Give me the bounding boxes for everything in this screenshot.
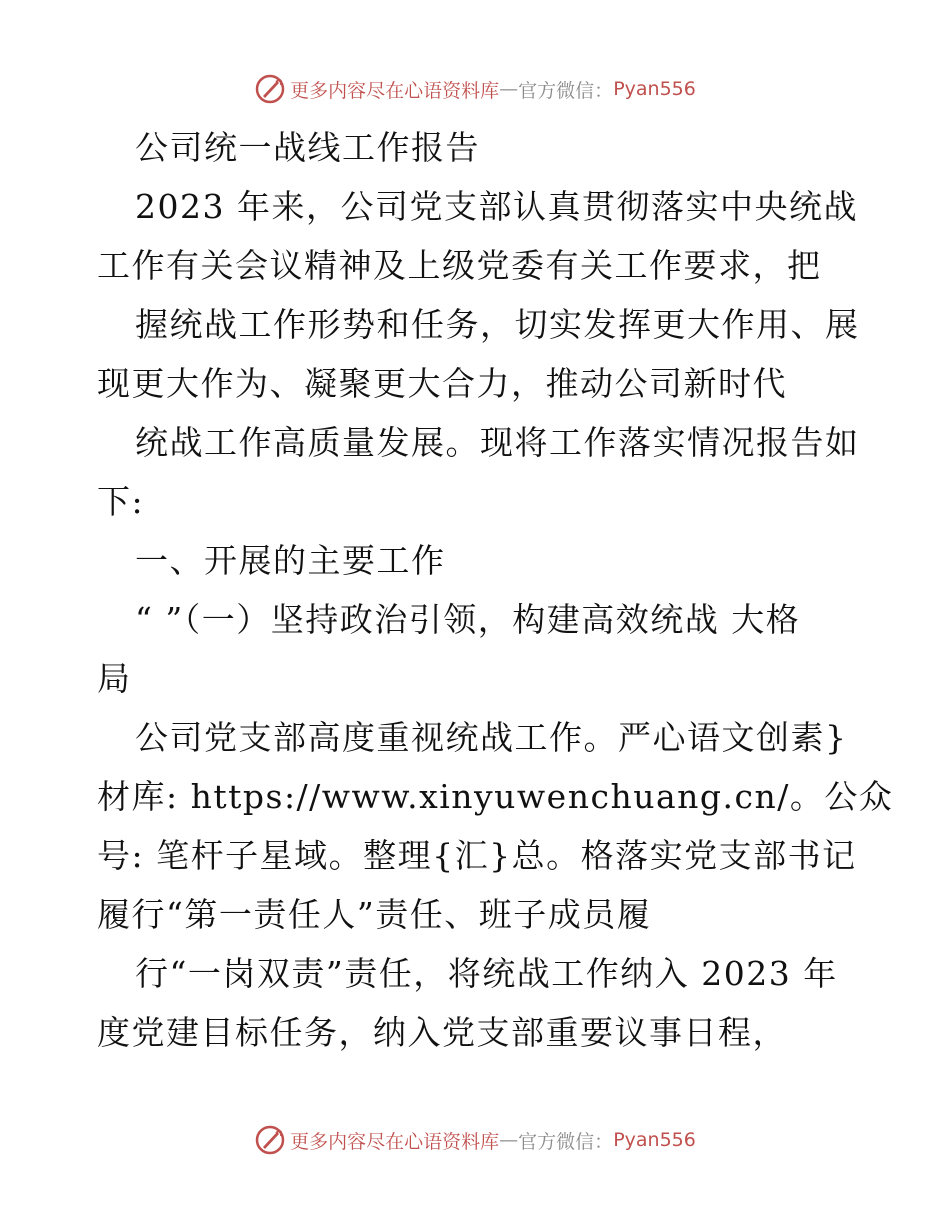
section-heading: 一、开展的主要工作: [135, 541, 446, 580]
text-line: 材库: https://www.xinyuwenchuang.cn/。公众: [97, 777, 894, 816]
text-line: 2023 年来，公司党支部认真贯彻落实中央统战: [135, 187, 858, 226]
footer-watermark-banner: [0, 1123, 950, 1157]
banner-wechat-id: Pyan556: [613, 78, 696, 100]
banner-separator: —: [499, 78, 519, 100]
text-line: 履行“第一责任人”责任、班子成员履: [97, 895, 652, 934]
text-line: 度党建目标任务，纳入党支部重要议事日程，: [97, 1013, 787, 1052]
banner-main-text: 更多内容尽在心语资料库: [290, 79, 500, 102]
banner-wechat-label: 官方微信：: [518, 79, 614, 102]
quill-logo-icon: [254, 1124, 286, 1156]
text-line: 统战工作高质量发展。现将工作落实情况报告如: [135, 423, 860, 462]
banner-separator: —: [499, 1129, 519, 1151]
header-watermark-banner: [0, 72, 950, 106]
text-line: 号: 笔杆子星域。整理{汇}总。格落实党支部书记: [97, 836, 857, 875]
subsection-heading: “ ”（一）坚持政治引领，构建高效统战 大格: [135, 600, 801, 639]
text-line: 局: [97, 659, 132, 698]
text-line: 握统战工作形势和任务，切实发挥更大作用、展: [135, 305, 860, 344]
text-line: 行“一岗双责”责任，将统战工作纳入 2023 年: [135, 954, 838, 993]
banner-main-text: 更多内容尽在心语资料库: [290, 1130, 500, 1153]
text-line: 下:: [97, 482, 145, 521]
banner-wechat-label: 官方微信：: [518, 1130, 614, 1153]
text-line: 现更大作为、凝聚更大合力，推动公司新时代: [97, 364, 787, 403]
text-line: 工作有关会议精神及上级党委有关工作要求，把: [97, 246, 822, 285]
text-line: 公司党支部高度重视统战工作。严心语文创素}: [135, 718, 848, 757]
quill-logo-icon: [254, 73, 286, 105]
document-body: [97, 118, 894, 1062]
banner-wechat-id: Pyan556: [613, 1129, 696, 1151]
document-title: 公司统一战线工作报告: [135, 128, 480, 167]
